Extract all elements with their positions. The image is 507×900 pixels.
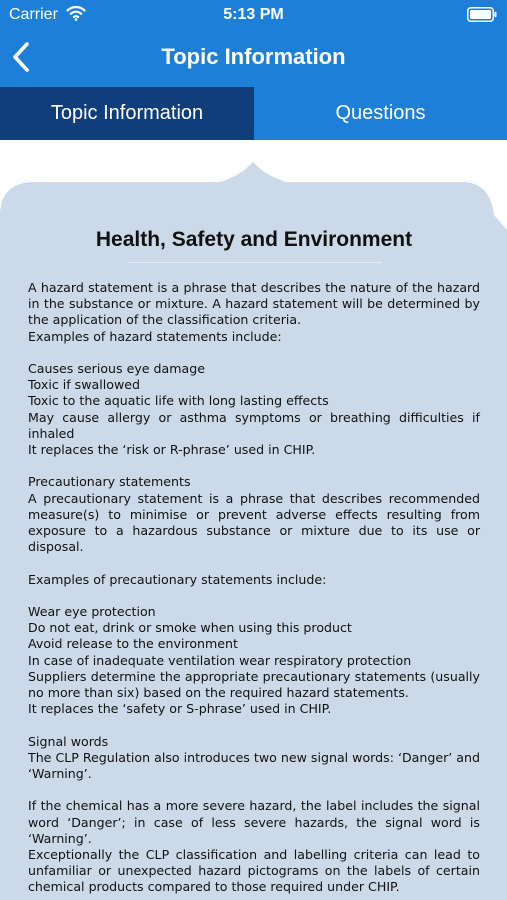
- precautionary-example: In case of inadequate ventilation wear respiratory protection: [28, 652, 412, 668]
- app-header: [0, 0, 507, 87]
- page-title: Topic Information: [161, 44, 346, 69]
- status-bar: [0, 0, 507, 30]
- exceptional-paragraph: Exceptionally the CLP classification and labelling criteria can lead to unfamiliar or unexpected hazard pictograms on the labels of certain chemical products compared to those required under CHIP.: [28, 847, 480, 895]
- tab-questions[interactable]: Questions: [254, 87, 507, 140]
- hazard-example: Toxic if swallowed: [28, 377, 141, 393]
- suppliers-paragraph: Suppliers determine the appropriate precautionary statements (usually no more than six) based on the required hazard statements.: [28, 668, 480, 701]
- precautionary-title: Precautionary statements: [28, 474, 191, 490]
- status-time: 5:13 PM: [223, 6, 284, 23]
- replaces-s-phrase: It replaces the ‘safety or S-phrase’ used in CHIP.: [28, 701, 332, 717]
- hazard-examples-intro: Examples of hazard statements include:: [28, 328, 282, 344]
- signal-words-description: The CLP Regulation also introduces two new signal words: ‘Danger’ and ‘Warning’.: [28, 749, 480, 782]
- precautionary-example: Avoid release to the environment: [28, 636, 238, 652]
- precautionary-example: Do not eat, drink or smoke when using this product: [28, 620, 352, 636]
- severe-hazard-paragraph: If the chemical has a more severe hazard, the label includes the signal word ‘Danger’; in case of less severe hazards, the signal word is ‘Warning’.: [28, 798, 480, 846]
- tab-bar: [0, 87, 507, 140]
- precautionary-example: Wear eye protection: [28, 604, 156, 619]
- signal-words-title: Signal words: [28, 733, 109, 749]
- hazard-example: Toxic to the aquatic life with long lasting effects: [28, 393, 329, 409]
- heading-divider: [127, 262, 382, 263]
- battery-icon: [467, 7, 497, 22]
- tab-topic-information[interactable]: Topic Information: [0, 87, 254, 140]
- carrier-label: Carrier: [9, 6, 58, 23]
- content-heading: Health, Safety and Environment: [95, 228, 413, 251]
- hazard-example: May cause allergy or asthma symptoms or breathing difficulties if inhaled: [28, 409, 480, 441]
- topic-content: [28, 228, 480, 896]
- precautionary-examples-intro: Examples of precautionary statements include:: [28, 571, 327, 587]
- precautionary-description: A precautionary statement is a phrase that describes recommended measure(s) to minimise or prevent adverse effects resulting from exposure to a hazardous substance or mixture due to its use or disposal.: [28, 490, 480, 555]
- hazard-example: It replaces the ‘risk or R-phrase’ used in CHIP.: [28, 442, 316, 458]
- hazard-example: Causes serious eye damage: [28, 361, 205, 376]
- hazard-statement-paragraph: A hazard statement is a phrase that describes the nature of the hazard in the substance or mixture. A hazard statement will be determined by the application of the classification criteria.: [28, 280, 480, 328]
- content-body: [28, 280, 480, 896]
